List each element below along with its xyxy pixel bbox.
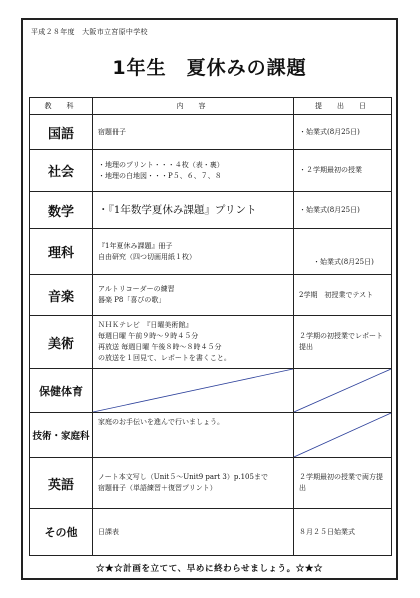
content-line: 器楽 P8「喜びの歌」 <box>98 296 166 304</box>
column-header-due: 提 出 日 <box>294 98 392 115</box>
table-header-row <box>30 98 392 115</box>
subject-cell: 理科 <box>30 229 93 275</box>
content-line: 日課表 <box>98 527 119 536</box>
due-line: ・始業式(8月25日) <box>299 127 360 136</box>
due-line: 2学期 初授業でテスト <box>299 290 374 299</box>
due-line: ２学期の初授業でレポート <box>299 332 383 341</box>
row-bijutsu <box>30 316 392 369</box>
content-line: ＮＨＫテレビ 『日曜美術館』 <box>98 321 193 330</box>
content-line: 毎週日曜 午前９時〜９時４５分 <box>98 332 199 341</box>
content-cell <box>93 413 294 458</box>
diagonal-slash <box>93 369 293 412</box>
diagonal-slash <box>294 413 391 457</box>
row-eigo <box>30 458 392 509</box>
subject-cell: 技術・家庭科 <box>30 413 93 458</box>
row-ongaku <box>30 275 392 316</box>
subject-cell: 数学 <box>30 192 93 229</box>
due-line: ・始業式(8月25日) <box>299 205 360 214</box>
due-line: 提出 <box>299 343 313 351</box>
due-cell <box>294 229 392 275</box>
content-cell <box>93 150 294 192</box>
empty-due-cell <box>294 413 392 458</box>
content-cell <box>93 115 294 150</box>
content-cell <box>93 229 294 275</box>
page-title: 1年生 夏休みの課題 <box>112 57 307 79</box>
due-cell <box>294 275 392 316</box>
row-hoken-taiiku <box>30 369 392 413</box>
content-line: 再放送 毎週日曜 午後８時〜８時４５分 <box>98 343 222 351</box>
subject-cell: 英語 <box>30 458 93 509</box>
content-line: 宿題冊子 <box>98 127 126 136</box>
row-gijutsu-katei <box>30 413 392 458</box>
content-line: ・地理のプリント・・・４枚（表・裏） <box>98 160 224 169</box>
due-line: ・始業式(8月25日) <box>313 258 374 267</box>
content-line: アルトリコーダーの練習 <box>98 285 175 294</box>
due-line: ２学期最初の授業で両方提 <box>299 473 383 482</box>
row-sugaku <box>30 192 392 229</box>
column-header-content: 内 容 <box>93 98 294 115</box>
due-line: ８月２５日始業式 <box>299 527 355 536</box>
subject-cell: 社会 <box>30 150 93 192</box>
content-line: ・地理の白地図・・・P５、６、７、８ <box>98 171 222 180</box>
footer-message: ☆★☆計画を立てて、早めに終わらせましょう。☆★☆ <box>95 564 324 574</box>
content-line: 宿題冊子（単語練習＋復習プリント） <box>98 484 217 492</box>
subject-cell: 美術 <box>30 316 93 369</box>
content-line: 自由研究（四つ切画用紙１枚） <box>98 252 196 261</box>
subject-cell: その他 <box>30 509 93 556</box>
content-line: の放送を１回見て、レポートを書くこと。 <box>98 353 231 362</box>
column-header-subject: 教 科 <box>30 98 93 115</box>
row-sonota <box>30 509 392 556</box>
due-line: ・２学期最初の授業 <box>299 166 362 175</box>
due-cell <box>294 316 392 369</box>
assignment-table <box>29 97 392 556</box>
empty-content-cell <box>93 369 294 413</box>
content-cell <box>93 509 294 556</box>
due-cell <box>294 192 392 229</box>
content-line: ・『1年数学夏休み課題』プリント <box>98 203 257 216</box>
empty-due-cell <box>294 369 392 413</box>
content-cell <box>93 275 294 316</box>
due-line: 出 <box>299 484 306 492</box>
content-cell <box>93 192 294 229</box>
school-header: 平成２８年度 大阪市立宮原中学校 <box>31 28 148 36</box>
subject-cell: 国語 <box>30 115 93 150</box>
row-rika <box>30 229 392 275</box>
due-cell <box>294 509 392 556</box>
content-line: 『1年夏休み課題』冊子 <box>98 241 173 250</box>
row-kokugo <box>30 115 392 150</box>
due-cell <box>294 150 392 192</box>
assignment-sheet <box>21 18 398 580</box>
content-cell <box>93 316 294 369</box>
content-cell <box>93 458 294 509</box>
content-line: ノート本文写し（Unit５〜Unit9 part 3）p.105まで <box>98 473 268 482</box>
subject-cell: 音楽 <box>30 275 93 316</box>
subject-cell: 保健体育 <box>30 369 93 413</box>
row-shakai <box>30 150 392 192</box>
due-cell <box>294 458 392 509</box>
content-line: 家庭のお手伝いを進んで行いましょう。 <box>98 418 224 426</box>
due-cell <box>294 115 392 150</box>
diagonal-slash <box>294 369 391 412</box>
